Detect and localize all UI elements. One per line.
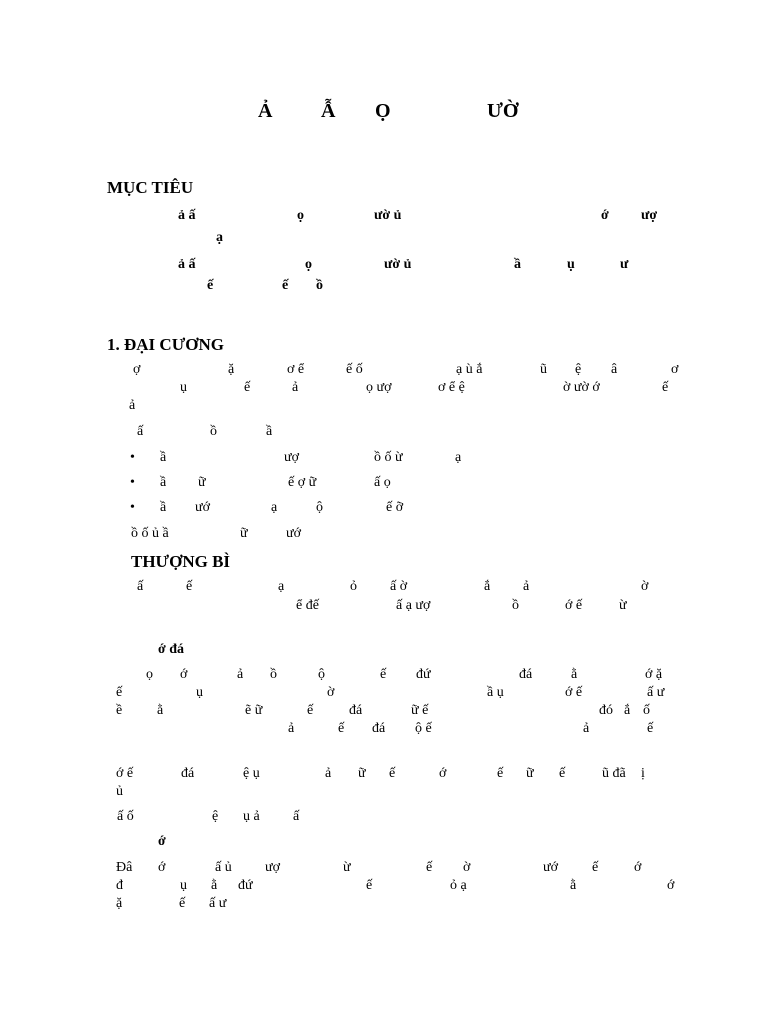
text-fragment: ằ xyxy=(570,878,577,893)
title-part: Ả xyxy=(258,100,273,122)
text-fragment: ớ xyxy=(634,860,642,875)
text-fragment: ệ ụ xyxy=(243,766,260,781)
text-fragment: ấ ố xyxy=(117,809,134,824)
text-fragment: ồ xyxy=(270,667,277,682)
text-fragment: ụ xyxy=(180,878,187,893)
text-fragment: ặ xyxy=(116,896,123,911)
text-fragment: ướ xyxy=(195,500,210,515)
bullet-marker: • xyxy=(130,450,135,465)
text-fragment: ờ xyxy=(327,685,335,700)
section-heading: THƯỢNG BÌ xyxy=(131,552,231,571)
text-fragment: ế xyxy=(116,685,123,700)
text-fragment: ụ xyxy=(567,257,575,272)
text-fragment: ề xyxy=(116,703,123,718)
text-fragment: ế xyxy=(389,766,396,781)
section-heading: MỤC TIÊU xyxy=(107,178,194,197)
text-fragment: ầ xyxy=(160,500,167,515)
text-fragment: ớ xyxy=(439,766,447,781)
text-fragment: ữ xyxy=(240,526,248,541)
text-fragment: ệ xyxy=(212,809,219,824)
text-fragment: ả ấ xyxy=(178,257,196,272)
text-fragment: ế xyxy=(497,766,504,781)
text-fragment: ế xyxy=(186,579,193,594)
text-fragment: ụ xyxy=(196,685,203,700)
text-fragment: ượ xyxy=(641,208,658,223)
bullet-marker: • xyxy=(130,500,135,515)
text-fragment: ườ ủ xyxy=(384,257,412,272)
text-fragment: ế xyxy=(244,380,251,395)
text-fragment: Đâ xyxy=(116,860,133,875)
text-fragment: ắ xyxy=(484,579,491,594)
text-fragment: ư xyxy=(620,257,629,272)
text-fragment: ằ xyxy=(157,703,164,718)
text-fragment: ẽ ữ xyxy=(245,703,263,718)
text-fragment: ế xyxy=(366,878,373,893)
text-fragment: ủ xyxy=(116,784,123,799)
text-fragment: ầ xyxy=(160,450,167,465)
text-fragment: ạ xyxy=(271,500,278,515)
subsection-heading: ớ xyxy=(158,834,166,849)
text-fragment: ế xyxy=(647,721,654,736)
text-fragment: ế ố xyxy=(346,362,363,377)
text-fragment: ồ xyxy=(316,278,323,293)
section-heading: 1. ĐẠI CƯƠNG xyxy=(107,335,224,354)
text-fragment: ắ xyxy=(624,703,631,718)
text-fragment: ế xyxy=(662,380,669,395)
text-fragment: ộ ế xyxy=(415,721,432,736)
text-fragment: ế xyxy=(338,721,345,736)
text-fragment: ặ xyxy=(228,362,235,377)
text-fragment: ế xyxy=(207,278,214,293)
text-fragment: ế xyxy=(592,860,599,875)
text-fragment: ấ ư xyxy=(647,685,665,700)
text-fragment: đứ xyxy=(416,667,431,682)
text-fragment: ạ xyxy=(278,579,285,594)
text-fragment: ữ xyxy=(358,766,366,781)
text-fragment: ườ ủ xyxy=(374,208,402,223)
text-fragment: ọ xyxy=(305,257,312,272)
text-fragment: ả xyxy=(288,721,295,736)
text-fragment: ả xyxy=(523,579,530,594)
text-fragment: ữ ế xyxy=(411,703,429,718)
text-fragment: ữ xyxy=(198,475,206,490)
text-fragment: ấ ạ ượ xyxy=(396,598,431,613)
text-fragment: ớ ế xyxy=(116,766,134,781)
text-fragment: ả ấ xyxy=(178,208,196,223)
text-fragment: ộ xyxy=(318,667,325,682)
text-fragment: ớ xyxy=(158,860,166,875)
text-fragment: ộ xyxy=(316,500,323,515)
text-fragment: ụ xyxy=(180,380,187,395)
text-fragment: ạ xyxy=(216,230,223,245)
text-fragment: ầ xyxy=(160,475,167,490)
text-fragment: ồ ố ủ ầ xyxy=(131,526,169,541)
text-fragment: đ xyxy=(116,878,123,893)
text-fragment: ấ ủ xyxy=(215,860,232,875)
text-fragment: ọ xyxy=(146,667,153,682)
text-fragment: ế xyxy=(426,860,433,875)
text-fragment: ế xyxy=(282,278,289,293)
text-fragment: ơ xyxy=(671,362,679,377)
text-fragment: ế ợ ữ xyxy=(288,475,317,490)
text-fragment: ấ xyxy=(293,809,300,824)
text-fragment: ớ ế xyxy=(565,598,583,613)
text-fragment: ằ xyxy=(211,878,218,893)
text-fragment: đá xyxy=(519,667,533,682)
text-fragment: ớ xyxy=(180,667,188,682)
text-fragment: ầ xyxy=(266,424,273,439)
text-fragment: ụ ả xyxy=(243,809,260,824)
text-fragment: ế xyxy=(559,766,566,781)
text-fragment: ọ ượ xyxy=(366,380,392,395)
text-fragment: ơ ể xyxy=(287,362,305,377)
title-part: Ẫ xyxy=(321,100,336,122)
text-fragment: ả xyxy=(237,667,244,682)
text-fragment: ấ ọ xyxy=(374,475,391,490)
text-fragment: ờ xyxy=(463,860,471,875)
text-fragment: ọ xyxy=(297,208,304,223)
text-fragment: â xyxy=(611,362,618,377)
text-fragment: ấ xyxy=(137,579,144,594)
text-fragment: ừ xyxy=(619,598,627,613)
text-fragment: ả xyxy=(583,721,590,736)
text-fragment: ế xyxy=(380,667,387,682)
text-fragment: ồ xyxy=(512,598,519,613)
text-fragment: ượ xyxy=(265,860,280,875)
text-fragment: ợ xyxy=(133,362,141,377)
text-fragment: ả xyxy=(292,380,299,395)
title-part: ƯỜ xyxy=(487,100,519,122)
text-fragment: ế xyxy=(179,896,186,911)
text-fragment: ũ xyxy=(540,362,547,377)
text-fragment: ớ ế xyxy=(565,685,583,700)
text-fragment: ị xyxy=(641,766,645,781)
text-fragment: ỏ xyxy=(350,579,357,594)
text-fragment: đá xyxy=(349,703,363,718)
text-fragment: ố xyxy=(643,703,650,718)
text-fragment: ả xyxy=(129,398,136,413)
text-fragment: ừ xyxy=(343,860,351,875)
text-fragment: ũ đã xyxy=(602,766,626,781)
text-fragment: ầ ụ xyxy=(487,685,504,700)
text-fragment: ầ xyxy=(514,257,521,272)
text-fragment: ấ ư xyxy=(209,896,227,911)
text-fragment: ể đế xyxy=(296,598,319,613)
text-fragment: ướ xyxy=(286,526,301,541)
text-fragment: ồ xyxy=(210,424,217,439)
text-fragment: ớ xyxy=(601,208,609,223)
text-fragment: ệ xyxy=(575,362,582,377)
text-fragment: ả xyxy=(325,766,332,781)
title-part: Ọ xyxy=(375,100,391,122)
text-fragment: ờ xyxy=(641,579,649,594)
text-fragment: ạ xyxy=(455,450,462,465)
bullet-marker: • xyxy=(130,475,135,490)
text-fragment: ồ ố ừ xyxy=(374,450,403,465)
text-fragment: đứ xyxy=(238,878,253,893)
text-fragment: ế xyxy=(307,703,314,718)
text-fragment: đó xyxy=(599,703,613,718)
text-fragment: ế ỡ xyxy=(386,500,404,515)
text-fragment: ằ xyxy=(571,667,578,682)
text-fragment: ạ ù ắ xyxy=(456,362,483,377)
text-fragment: ớ xyxy=(667,878,675,893)
text-fragment: đá xyxy=(372,721,386,736)
text-fragment: ờ ườ ớ xyxy=(563,380,600,395)
text-fragment: ữ xyxy=(526,766,534,781)
text-fragment: ớ ặ xyxy=(645,667,663,682)
subsection-heading: ớ đá xyxy=(158,642,185,657)
text-fragment: ượ xyxy=(284,450,299,465)
text-fragment: ơ ể ệ xyxy=(438,380,465,395)
text-fragment: ấ ờ xyxy=(390,579,408,594)
text-fragment: ỏ ạ xyxy=(450,878,467,893)
text-fragment: ướ xyxy=(543,860,558,875)
text-fragment: đá xyxy=(181,766,195,781)
text-fragment: ấ xyxy=(137,424,144,439)
